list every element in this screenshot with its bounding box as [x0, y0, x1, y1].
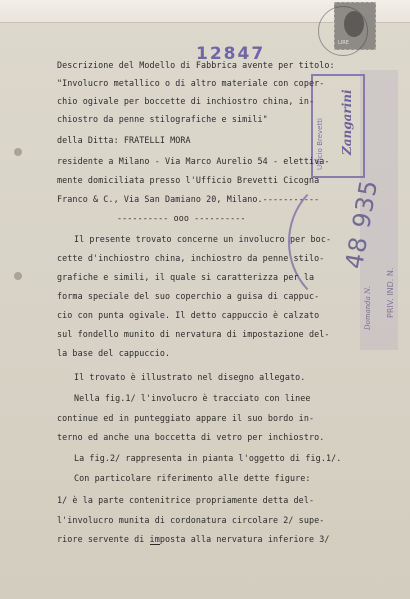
text-line: l'involucro munita di cordonatura circolare 2/ supe- [57, 515, 325, 525]
text-line: mente domiciliata presso l'Ufficio Brevetti Cicogna [57, 175, 320, 185]
text-line: La fig.2/ rappresenta in pianta l'oggetto di fig.1/. [74, 453, 342, 463]
text-line: Con particolare riferimento alle dette figure: [74, 473, 311, 483]
office-stamp-text: Ufficio Brevetti [316, 118, 324, 170]
text-line: Descrizione del Modello di Fabbrica avente per titolo: [57, 60, 335, 70]
handwritten-number: 48 935 [340, 177, 384, 271]
text-line: "Involucro metallico o di altro materiale con coper- [57, 78, 325, 88]
text-line: terno ed anche una boccetta di vetro per inchiostro. [57, 432, 325, 442]
text-line: della Ditta: FRATELLI MORA [57, 135, 191, 145]
text-line: cette d'inchiostro china, inchiostro da penne stilo- [57, 253, 325, 263]
text-line: chio ogivale per boccette di inchiostro china, in- [57, 96, 315, 106]
registration-number-stamp: 12847 [196, 44, 266, 64]
priv-ind-stamp: PRIV. IND. N. [386, 267, 395, 318]
punch-hole [14, 272, 22, 280]
postage-label: LIRE [338, 40, 349, 46]
text-line: cio con punta ogivale. Il detto cappuccio è calzato [57, 310, 320, 320]
text-line: chiostro da penne stilografiche e simili" [57, 114, 268, 124]
domanda-stamp: Domanda N. [364, 286, 372, 330]
ink-mark [150, 536, 160, 545]
text-line: Franco & C., Via San Damiano 20, Milano.----------- [57, 194, 320, 204]
text-line: residente a Milano - Via Marco Aurelio 54 - elettiva- [57, 156, 330, 166]
separator-line: ---------- ooo ---------- [117, 213, 246, 223]
text-line: 1/ è la parte contenitrice propriamente detta del- [57, 495, 315, 505]
postmark-circle [318, 6, 368, 56]
text-line: sul fondello munito di nervatura di impostazione del- [57, 329, 330, 339]
punch-hole [14, 148, 22, 156]
text-line: grafiche e simili, il quale si caratterizza per la [57, 272, 315, 282]
text-line: Il presente trovato concerne un involucro per boc- [74, 234, 332, 244]
official-name-stamp: Zangarini [340, 89, 354, 155]
text-line: Nella fig.1/ l'involucro è tracciato con linee [74, 393, 311, 403]
text-line: riore servente di imposta alla nervatura inferiore 3/ [57, 534, 330, 544]
text-line: la base del cappuccio. [57, 348, 171, 358]
text-line: continue ed in punteggiato appare il suo bordo in- [57, 413, 315, 423]
text-line: forma speciale del suo coperchio a guisa di cappuc- [57, 291, 320, 301]
text-line: Il trovato è illustrato nel disegno allegato. [74, 372, 306, 382]
